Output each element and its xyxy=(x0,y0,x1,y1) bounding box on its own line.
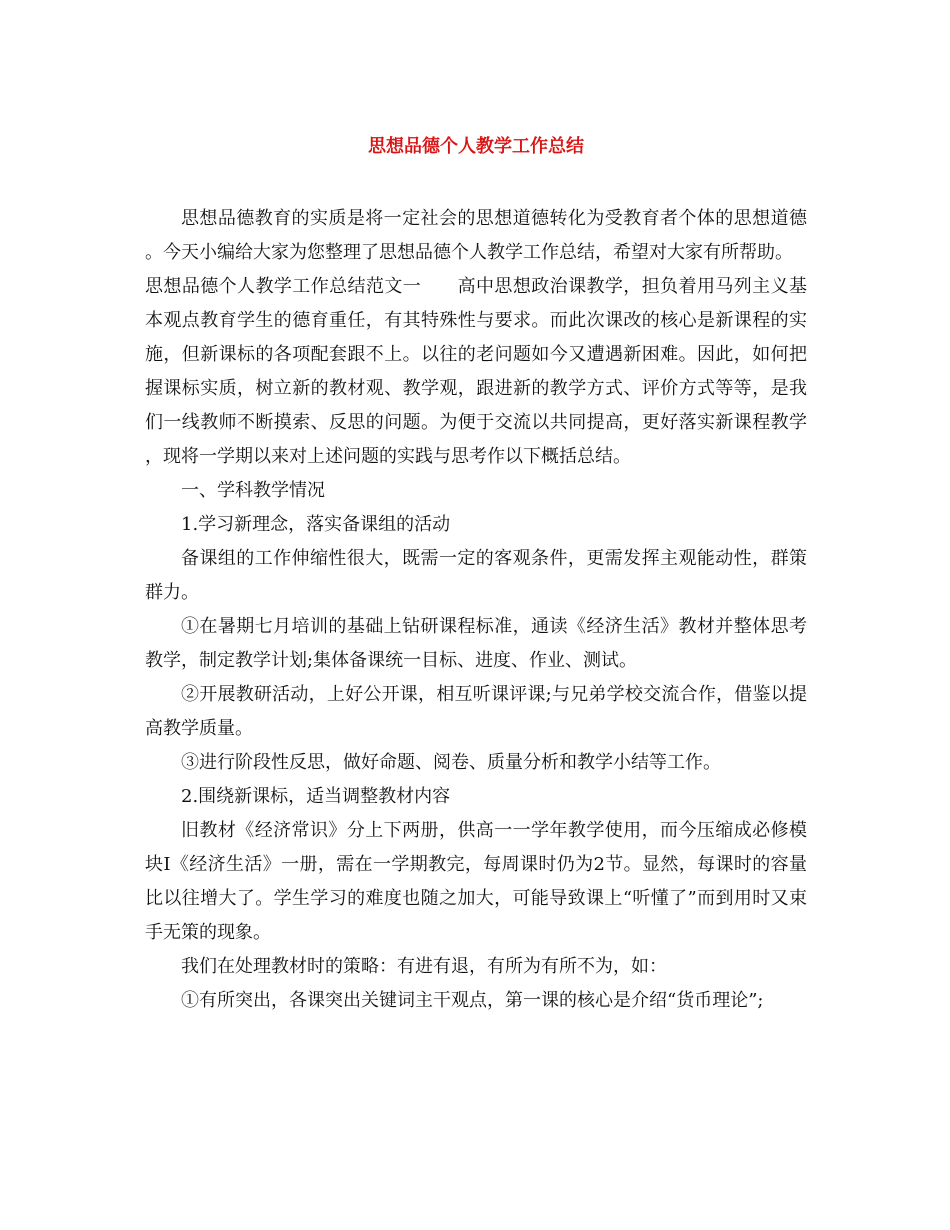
section-heading: 一、学科教学情况 xyxy=(181,480,325,501)
body-paragraph-2: 旧教材《经济常识》分上下两册，供高一一学年教学使用，而今压缩成必修模块Ⅰ《经济生活》一册，需在一学期教完，每周课时仍为2节。显然，每课时的容量比以往增大了。学生学习的难度也随之加大，可能导致课上“听懂了”而到用时又束手无策的现象。 xyxy=(145,820,807,943)
list-item-4: ①有所突出，各课突出关键词主干观点，第一课的核心是介绍“货币理论”; xyxy=(181,990,764,1011)
intro-paragraph: 思想品德教育的实质是将一定社会的思想道德转化为受教育者个体的思想道德。今天小编给大家为您整理了思想品德个人教学工作总结，希望对大家有所帮助。 xyxy=(145,208,807,263)
list-item-2: ②开展教研活动，上好公开课，相互听课评课;与兄弟学校交流合作，借鉴以提高教学质量。 xyxy=(145,684,807,739)
sample-body: 高中思想政治课教学，担负着用马列主义基本观点教育学生的德育重任，有其特殊性与要求。而此次课改的核心是新课程的实施，但新课标的各项配套跟不上。以往的老问题如今又遭遇新困难。因此，如何把握课标实质，树立新的教材观、教学观，跟进新的教学方式、评价方式等等，是我们一线教师不断摸索、反思的问题。为便于交流以共同提高，更好落实新课程教学，现将一学期以来对上述问题的实践与思考作以下概括总结。 xyxy=(145,276,808,467)
document-title: 思想品德个人教学工作总结 xyxy=(368,136,584,157)
list-item-3: ③进行阶段性反思，做好命题、阅卷、质量分析和教学小结等工作。 xyxy=(181,752,721,773)
list-item-1: ①在暑期七月培训的基础上钻研课程标准，通读《经济生活》教材并整体思考教学，制定教学计划;集体备课统一目标、进度、作业、测试。 xyxy=(145,616,807,671)
sample-heading: 思想品德个人教学工作总结范文一 xyxy=(145,276,422,297)
subsection-heading-2: 2.围绕新课标，适当调整教材内容 xyxy=(181,786,451,807)
sample-paragraph xyxy=(145,270,807,474)
subsection-heading-1: 1.学习新理念，落实备课组的活动 xyxy=(181,514,451,535)
body-paragraph-1: 备课组的工作伸缩性很大，既需一定的客观条件，更需发挥主观能动性，群策群力。 xyxy=(145,548,807,603)
body-paragraph-3: 我们在处理教材时的策略：有进有退，有所为有所不为，如： xyxy=(181,956,667,977)
document-page xyxy=(145,130,807,1018)
